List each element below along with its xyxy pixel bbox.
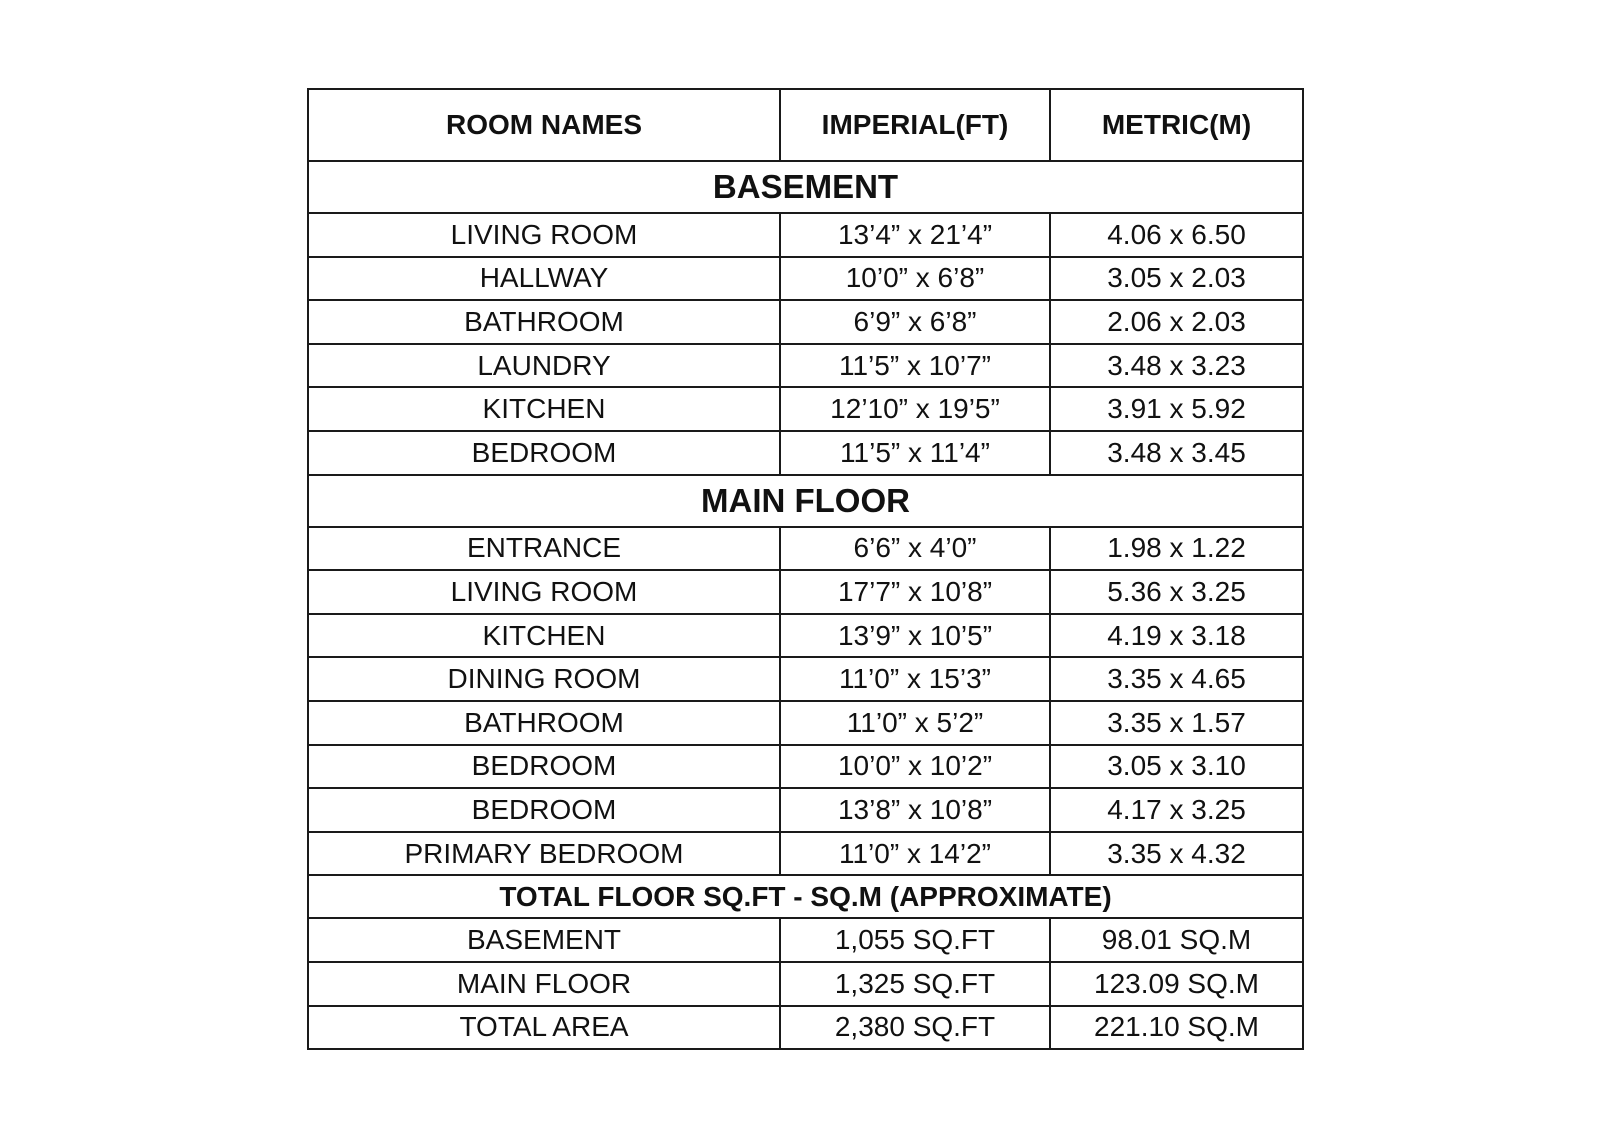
imperial-cell: 10’0” x 6’8” (780, 257, 1050, 301)
room-name-cell: BEDROOM (308, 431, 780, 475)
room-name-cell: LIVING ROOM (308, 570, 780, 614)
room-name-cell: ENTRANCE (308, 527, 780, 571)
table-row (308, 570, 1303, 614)
room-name-cell: LAUNDRY (308, 344, 780, 388)
table-row (308, 213, 1303, 257)
table-header-row (308, 89, 1303, 161)
room-name-cell: KITCHEN (308, 614, 780, 658)
total-imperial-cell: 2,380 SQ.FT (780, 1006, 1050, 1050)
metric-cell: 3.05 x 3.10 (1050, 745, 1303, 789)
imperial-cell: 17’7” x 10’8” (780, 570, 1050, 614)
totals-header-row (308, 875, 1303, 918)
table-row (308, 300, 1303, 344)
table-row (308, 745, 1303, 789)
section-row-basement (308, 161, 1303, 213)
metric-cell: 3.35 x 4.65 (1050, 657, 1303, 701)
room-name-cell: DINING ROOM (308, 657, 780, 701)
metric-cell: 3.91 x 5.92 (1050, 387, 1303, 431)
metric-cell: 5.36 x 3.25 (1050, 570, 1303, 614)
section-title: BASEMENT (308, 161, 1303, 213)
section-row-main-floor (308, 475, 1303, 527)
metric-cell: 3.35 x 1.57 (1050, 701, 1303, 745)
column-header-room-names: ROOM NAMES (308, 89, 780, 161)
metric-cell: 3.35 x 4.32 (1050, 832, 1303, 876)
room-dimensions-sheet (307, 88, 1302, 1050)
imperial-cell: 12’10” x 19’5” (780, 387, 1050, 431)
table-row (308, 431, 1303, 475)
metric-cell: 4.06 x 6.50 (1050, 213, 1303, 257)
totals-title: TOTAL FLOOR SQ.FT - SQ.M (APPROXIMATE) (308, 875, 1303, 918)
total-imperial-cell: 1,055 SQ.FT (780, 918, 1050, 962)
metric-cell: 3.48 x 3.45 (1050, 431, 1303, 475)
total-metric-cell: 221.10 SQ.M (1050, 1006, 1303, 1050)
metric-cell: 3.05 x 2.03 (1050, 257, 1303, 301)
imperial-cell: 11’0” x 15’3” (780, 657, 1050, 701)
total-label-cell: MAIN FLOOR (308, 962, 780, 1006)
imperial-cell: 11’5” x 10’7” (780, 344, 1050, 388)
totals-row (308, 962, 1303, 1006)
table-row (308, 387, 1303, 431)
metric-cell: 4.19 x 3.18 (1050, 614, 1303, 658)
imperial-cell: 10’0” x 10’2” (780, 745, 1050, 789)
table-row (308, 344, 1303, 388)
imperial-cell: 11’0” x 5’2” (780, 701, 1050, 745)
imperial-cell: 13’4” x 21’4” (780, 213, 1050, 257)
column-header-imperial: IMPERIAL(FT) (780, 89, 1050, 161)
room-dimensions-table (307, 88, 1304, 1050)
total-label-cell: TOTAL AREA (308, 1006, 780, 1050)
room-name-cell: PRIMARY BEDROOM (308, 832, 780, 876)
total-label-cell: BASEMENT (308, 918, 780, 962)
room-name-cell: BEDROOM (308, 788, 780, 832)
metric-cell: 4.17 x 3.25 (1050, 788, 1303, 832)
table-row (308, 257, 1303, 301)
imperial-cell: 13’8” x 10’8” (780, 788, 1050, 832)
table-row (308, 614, 1303, 658)
room-name-cell: BATHROOM (308, 701, 780, 745)
imperial-cell: 6’9” x 6’8” (780, 300, 1050, 344)
table-row (308, 657, 1303, 701)
room-name-cell: HALLWAY (308, 257, 780, 301)
metric-cell: 1.98 x 1.22 (1050, 527, 1303, 571)
metric-cell: 3.48 x 3.23 (1050, 344, 1303, 388)
room-name-cell: BATHROOM (308, 300, 780, 344)
room-name-cell: LIVING ROOM (308, 213, 780, 257)
table-row (308, 527, 1303, 571)
imperial-cell: 13’9” x 10’5” (780, 614, 1050, 658)
imperial-cell: 11’5” x 11’4” (780, 431, 1050, 475)
metric-cell: 2.06 x 2.03 (1050, 300, 1303, 344)
totals-row (308, 918, 1303, 962)
table-row (308, 788, 1303, 832)
imperial-cell: 11’0” x 14’2” (780, 832, 1050, 876)
table-row (308, 701, 1303, 745)
room-name-cell: BEDROOM (308, 745, 780, 789)
table-row (308, 832, 1303, 876)
total-imperial-cell: 1,325 SQ.FT (780, 962, 1050, 1006)
totals-row (308, 1006, 1303, 1050)
total-metric-cell: 123.09 SQ.M (1050, 962, 1303, 1006)
room-name-cell: KITCHEN (308, 387, 780, 431)
total-metric-cell: 98.01 SQ.M (1050, 918, 1303, 962)
imperial-cell: 6’6” x 4’0” (780, 527, 1050, 571)
section-title: MAIN FLOOR (308, 475, 1303, 527)
column-header-metric: METRIC(M) (1050, 89, 1303, 161)
